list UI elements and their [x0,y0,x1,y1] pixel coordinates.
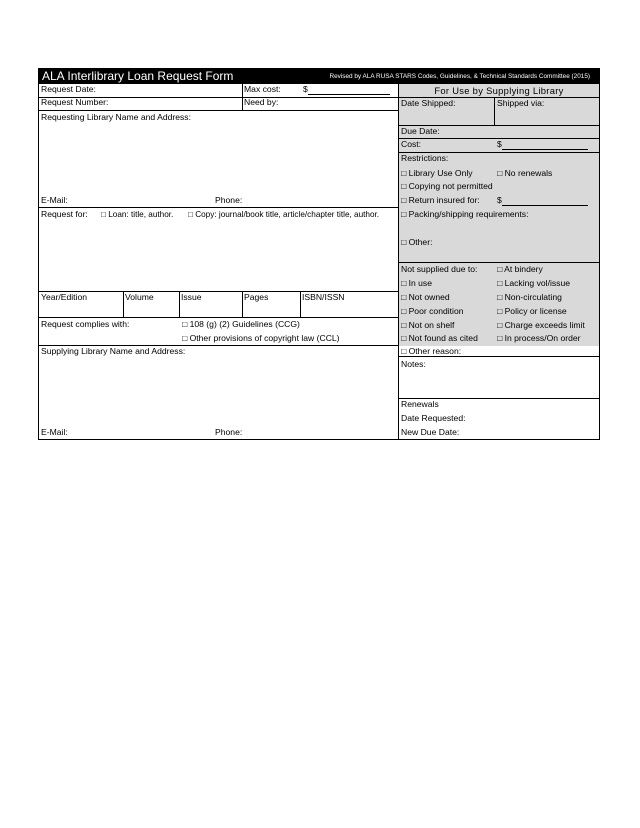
poor-condition-checkbox[interactable]: □ Poor condition [401,306,464,316]
lacking-vol-checkbox[interactable]: □ Lacking vol/issue [497,278,571,288]
notes-label: Notes: [401,359,426,369]
dollar-sign: $ [497,195,502,205]
divider [300,291,301,317]
divider [494,97,495,125]
supplying-library-label: Supplying Library Name and Address: [41,346,186,356]
need-by-label: Need by: [244,97,279,107]
packing-checkbox[interactable]: □ Packing/shipping requirements: [401,209,529,219]
date-requested-label: Date Requested: [401,413,466,423]
divider [399,356,599,357]
new-due-date-label: New Due Date: [401,427,460,437]
return-insured-checkbox[interactable]: □ Return insured for: [401,195,480,205]
due-date-label: Due Date: [401,126,440,136]
col-year-edition: Year/Edition [41,292,88,302]
divider [39,110,399,111]
request-date-label: Request Date: [41,84,96,94]
return-insured-field[interactable] [495,195,588,206]
ill-request-form [38,68,600,440]
supplier-header: For Use by Supplying Library [434,85,564,96]
restrictions-label: Restrictions: [401,153,449,163]
dollar-sign: $ [303,84,308,94]
col-volume: Volume [125,292,154,302]
divider [123,291,124,317]
email-label: E-Mail: [41,195,68,205]
request-for-label: Request for: [41,209,88,219]
not-owned-checkbox[interactable]: □ Not owned [401,292,450,302]
ccl-checkbox[interactable]: □ Other provisions of copyright law (CCL) [182,333,340,343]
not-on-shelf-checkbox[interactable]: □ Not on shelf [401,320,455,330]
charge-exceeds-checkbox[interactable]: □ Charge exceeds limit [497,320,585,330]
title-bar [39,69,599,84]
dollar-sign: $ [497,139,502,149]
revision-note: Revised by ALA RUSA STARS Codes, Guidelines, & Technical Standards Committee (2015) [329,73,590,80]
col-issue: Issue [181,292,202,302]
divider [399,262,599,263]
complies-with-label: Request complies with: [41,319,130,329]
divider [179,291,180,317]
max-cost-label: Max cost: [244,84,281,94]
cost-field[interactable] [495,139,588,150]
renewals-label: Renewals [401,399,439,409]
max-cost-field[interactable] [301,84,390,95]
policy-license-checkbox[interactable]: □ Policy or license [497,306,567,316]
no-renewals-checkbox[interactable]: □ No renewals [497,168,553,178]
ccg-checkbox[interactable]: □ 108 (g) (2) Guidelines (CCG) [182,319,300,329]
divider [39,207,399,208]
divider [39,317,399,318]
supplying-email-label: E-Mail: [41,427,68,437]
other-reason-checkbox[interactable]: □ Other reason: [401,346,462,356]
return-insured-line [502,197,588,206]
divider [39,291,399,292]
shipped-via-label: Shipped via: [497,98,545,108]
at-bindery-checkbox[interactable]: □ At bindery [497,264,543,274]
non-circulating-checkbox[interactable]: □ Non-circulating [497,292,562,302]
requesting-library-label: Requesting Library Name and Address: [41,112,191,122]
request-number-label: Request Number: [41,97,109,107]
col-isbn-issn: ISBN/ISSN [302,292,345,302]
loan-checkbox[interactable]: □ Loan: title, author. [101,210,174,219]
col-pages: Pages [244,292,269,302]
not-found-checkbox[interactable]: □ Not found as cited [401,333,478,343]
cost-line [502,141,588,150]
copying-not-permitted-checkbox[interactable]: □ Copying not permitted [401,181,493,191]
supplying-phone-label: Phone: [215,427,243,437]
divider [242,84,243,111]
other-checkbox[interactable]: □ Other: [401,237,433,247]
not-supplied-label: Not supplied due to: [401,264,478,274]
cost-label: Cost: [401,139,422,149]
form-title: ALA Interlibrary Loan Request Form [42,69,234,83]
in-process-checkbox[interactable]: □ In process/On order [497,333,581,343]
in-use-checkbox[interactable]: □ In use [401,278,432,288]
date-shipped-label: Date Shipped: [401,98,456,108]
copy-checkbox[interactable]: □ Copy: journal/book title, article/chapter title, author. [188,210,380,219]
phone-label: Phone: [215,195,243,205]
max-cost-line [308,86,390,95]
library-use-only-checkbox[interactable]: □ Library Use Only [401,168,473,178]
divider [242,291,243,317]
